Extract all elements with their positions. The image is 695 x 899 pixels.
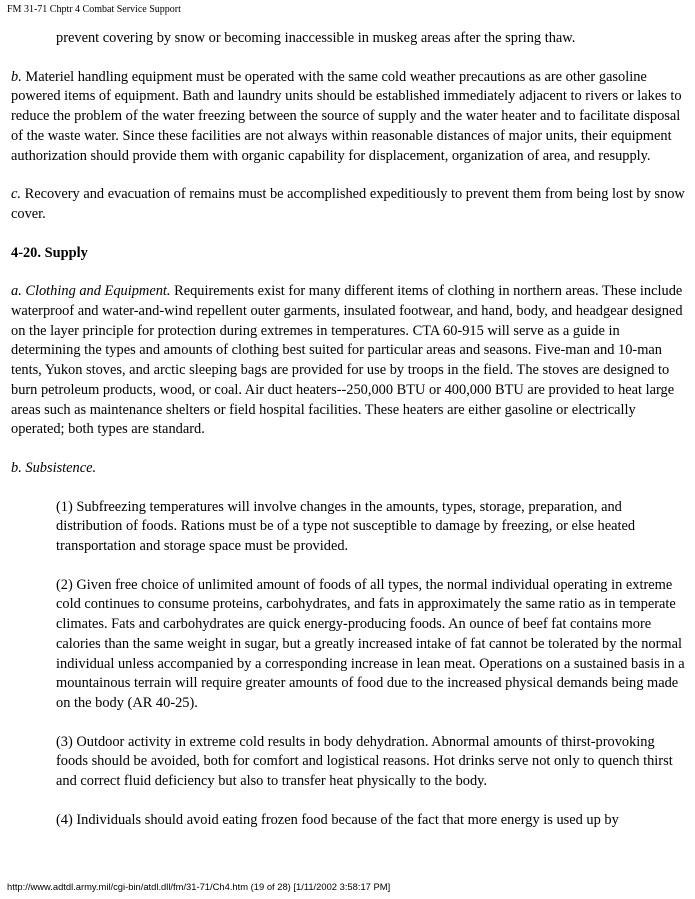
document-body (11, 29, 687, 850)
page-header: FM 31-71 Chptr 4 Combat Service Support (7, 4, 181, 15)
subsistence-list (56, 498, 687, 831)
subsistence-label: b. Subsistence. (11, 459, 97, 476)
page-footer-url: http://www.adtdl.army.mil/cgi-bin/atdl.dll/fm/31-71/Ch4.htm (19 of 28) [1/11/2002 3:58:17 PM] (7, 881, 391, 892)
section-heading: 4-20. Supply (11, 244, 88, 261)
subsistence-item: (3) Outdoor activity in extreme cold results in body dehydration. Abnormal amounts of thirst-provoking foods should be avoided, both for comfort and logistical reasons. Hot drinks serve not only to quench thirst and correct fluid deficiency but also to transfer heat physically to the body. (56, 733, 673, 790)
paragraph-b-label: b. (11, 68, 22, 85)
paragraph-b-text: Materiel handling equipment must be operated with the same cold weather precautions as are other gasoline powered items of equipment. Bath and laundry units should be established immediately adjacent to rivers or lakes to reduce the problem of the water freezing between the source of supply and the water heater and to facilitate disposal of the waste water. Since these facilities are not always within reasonable distances of major units, their equipment authorization should provide them with organic capability for displacement, organization of area, and resupply. (11, 68, 682, 164)
clothing-equipment-text: Requirements exist for many different items of clothing in northern areas. These include waterproof and water-and-wind repellent outer garments, insulated footwear, and hand, body, and headgear designed on the layer principle for protection during extremes in temperatures. CTA 60-915 will serve as a guide in determining the types and amounts of clothing best suited for particular areas and seasons. Five-man and 10-man tents, Yukon stoves, and arctic sleeping bags are provided for use by troops in the field. The stoves are designed to burn petroleum products, wood, or coal. Air duct heaters--250,000 BTU or 400,000 BTU are provided to heat large areas such as maintenance shelters or field hospital facilities. These heaters are either gasoline or electrically operated; both types are standard. (11, 283, 683, 438)
subsistence-item: (4) Individuals should avoid eating frozen food because of the fact that more energy is used up by (56, 811, 619, 828)
paragraph-clothing-equipment (11, 282, 687, 440)
continued-paragraph: prevent covering by snow or becoming inaccessible in muskeg areas after the spring thaw. (56, 30, 576, 46)
clothing-equipment-label: a. Clothing and Equipment. (11, 283, 171, 300)
paragraph-b (11, 68, 687, 167)
paragraph-c (11, 185, 687, 224)
paragraph-subsistence (11, 459, 687, 479)
subsistence-item: (2) Given free choice of unlimited amount of foods of all types, the normal individual operating in extreme cold continues to consume proteins, carbohydrates, and fats in approximately the same ratio as in temperate climates. Fats and carbohydrates are quick energy-producing foods. An ounce of beef fat contains more calories than the same weight in sugar, but a greatly increased intake of fat cannot be tolerated by the normal individual unless accompanied by a corresponding increase in lean meat. Operations on a sustained basis in a mountainous terrain will require greater amounts of food due to the increased physical demands being made on the body (AR 40-25). (56, 576, 685, 711)
subsistence-item: (1) Subfreezing temperatures will involve changes in the amounts, types, storage, preparation, and distribution of foods. Rations must be of a type not susceptible to damage by freezing, or else heated transportation and storage space must be provided. (56, 498, 636, 555)
paragraph-c-text: Recovery and evacuation of remains must be accomplished expeditiously to prevent them from being lost by snow cover. (11, 186, 685, 222)
paragraph-c-label: c. (11, 186, 21, 203)
